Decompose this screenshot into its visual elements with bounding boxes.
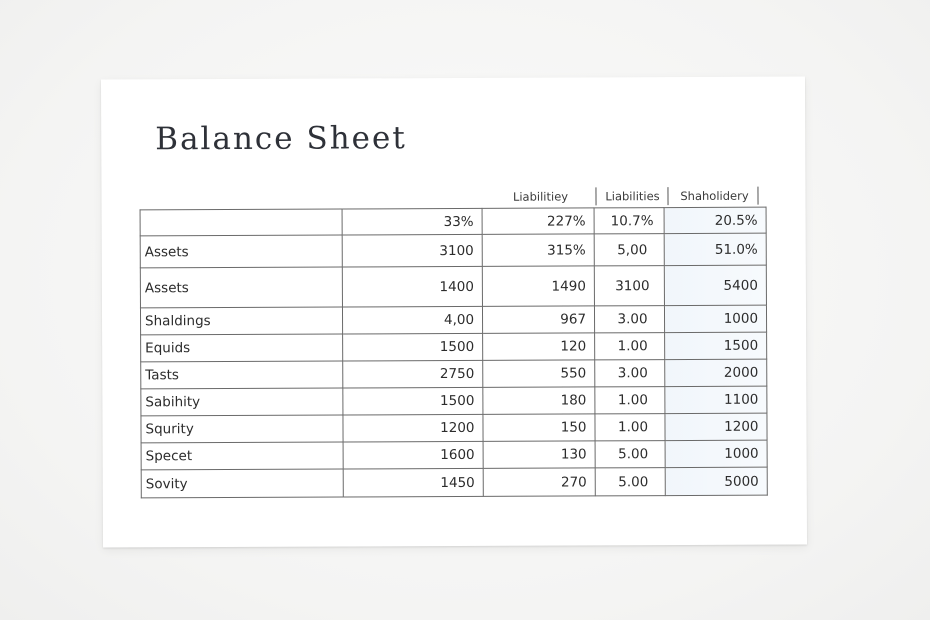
- cell-value: 1.00: [595, 414, 665, 441]
- table-row: [141, 467, 767, 498]
- table-row: [140, 305, 766, 335]
- table-row: [140, 207, 766, 236]
- cell-value: 1490: [482, 266, 594, 306]
- cell-value: 1000: [664, 305, 766, 332]
- column-header-shaholidery: Shaholidery: [680, 188, 749, 204]
- cell-value: 20.5%: [664, 207, 766, 233]
- table-row: [141, 332, 767, 362]
- cell-value: 1200: [343, 414, 483, 442]
- cell-value: 3.00: [595, 360, 665, 387]
- cell-value: 1400: [342, 266, 482, 307]
- cell-value: 550: [483, 360, 595, 387]
- table-row: [141, 386, 767, 416]
- cell-value: 130: [483, 441, 595, 468]
- cell-value: 10.7%: [594, 208, 664, 234]
- table-row: [141, 440, 767, 470]
- cell-value: 51.0%: [664, 233, 766, 265]
- cell-value: 2000: [665, 359, 767, 386]
- cell-value: 3100: [342, 234, 482, 267]
- table-row: [141, 359, 767, 389]
- header-divider: [757, 187, 758, 205]
- cell-value: 1200: [665, 413, 767, 440]
- cell-value: 315%: [482, 234, 594, 266]
- cell-value: 1500: [665, 332, 767, 359]
- cell-value: 5.00: [595, 468, 665, 496]
- row-label: [140, 209, 342, 236]
- cell-value: 180: [483, 387, 595, 414]
- cell-value: 3100: [594, 266, 664, 306]
- header-divider: [595, 187, 596, 205]
- header-divider: [667, 187, 668, 205]
- row-label: Sovity: [141, 469, 343, 498]
- cell-value: 150: [483, 414, 595, 441]
- cell-value: 1450: [343, 468, 483, 497]
- row-label: Shaldings: [140, 307, 342, 335]
- balance-sheet-paper: [101, 76, 807, 547]
- cell-value: 5,00: [594, 234, 664, 266]
- cell-value: 2750: [343, 360, 483, 388]
- cell-value: 1.00: [595, 333, 665, 360]
- cell-value: 5.00: [595, 441, 665, 468]
- cell-value: 120: [483, 333, 595, 360]
- cell-value: 4,00: [342, 306, 482, 334]
- cell-value: 270: [483, 468, 595, 496]
- cell-value: 5400: [664, 265, 766, 305]
- row-label: Equids: [141, 334, 343, 362]
- row-label: Specet: [141, 442, 343, 470]
- table-row: [140, 265, 766, 308]
- cell-value: 33%: [342, 208, 482, 235]
- row-label: Sabihity: [141, 388, 343, 416]
- column-header-liabilities: Liabilities: [605, 189, 660, 204]
- column-header-liabilitiey: Liabilitiey: [512, 189, 569, 204]
- cell-value: 1500: [343, 333, 483, 361]
- cell-value: 1.00: [595, 387, 665, 414]
- column-header-row: [101, 184, 805, 209]
- balance-sheet-table: [140, 207, 768, 499]
- cell-value: 1500: [343, 387, 483, 415]
- cell-value: 3.00: [594, 306, 664, 333]
- row-label: Tasts: [141, 361, 343, 389]
- cell-value: 1000: [665, 440, 767, 467]
- row-label: Assets: [140, 235, 342, 268]
- cell-value: 1100: [665, 386, 767, 413]
- cell-value: 967: [482, 306, 594, 333]
- table-row: [141, 413, 767, 443]
- table-row: [140, 233, 766, 268]
- cell-value: 227%: [482, 208, 594, 234]
- row-label: Squrity: [141, 415, 343, 443]
- cell-value: 5000: [665, 467, 767, 495]
- row-label: Assets: [140, 267, 342, 308]
- cell-value: 1600: [343, 441, 483, 469]
- page-title: Balance Sheet: [155, 120, 407, 158]
